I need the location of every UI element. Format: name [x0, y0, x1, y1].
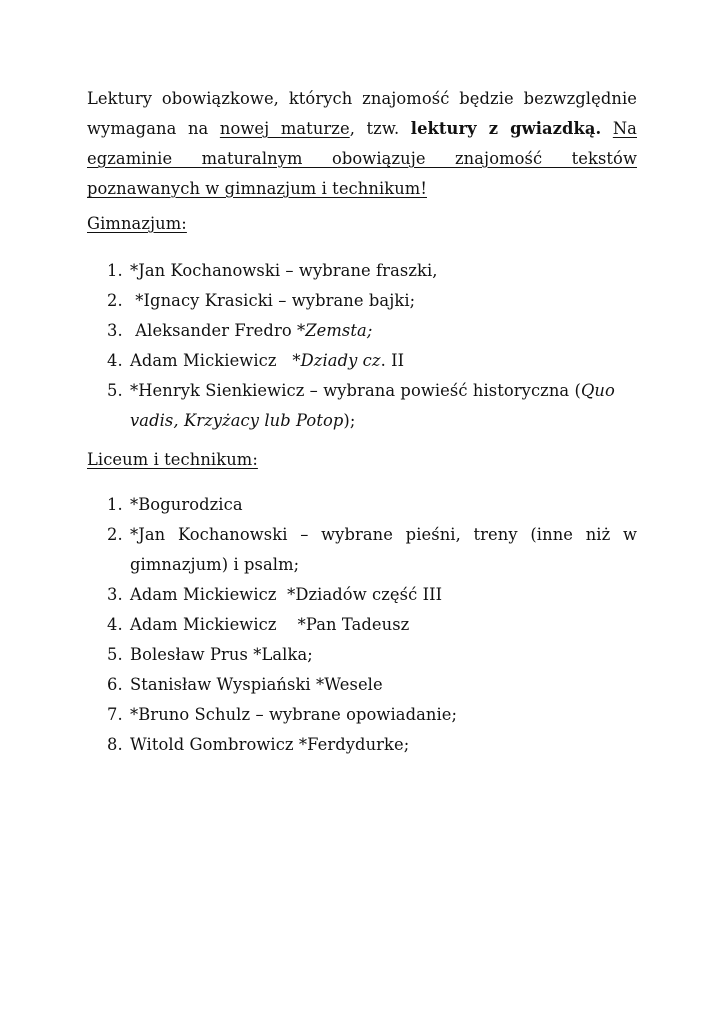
- exam-note-underlined: Na: [612, 119, 637, 138]
- list-text: *Bruno Schulz – wybrane opowiadanie;: [130, 705, 458, 724]
- list-text: [130, 316, 637, 346]
- list-text: Adam Mickiewicz *Pan Tadeusz: [130, 615, 410, 634]
- list-number: 5.: [107, 381, 123, 400]
- list-number: 1.: [107, 495, 123, 514]
- list-item: [87, 700, 637, 730]
- list-number: 7.: [107, 705, 123, 724]
- list-number: 8.: [107, 735, 123, 754]
- title-italic: Quo: [580, 381, 615, 400]
- intro-text: , tzw.: [349, 119, 411, 138]
- intro-text: wymagana na: [87, 119, 220, 138]
- intro-line-2: [87, 114, 637, 144]
- list-text: *Jan Kochanowski – wybrane fraszki,: [130, 261, 438, 280]
- star-readings-bold: lektury z gwiazdką.: [410, 119, 602, 138]
- list-number: 5.: [107, 645, 123, 664]
- liceum-list: [87, 490, 637, 760]
- list-number: 4.: [107, 615, 123, 634]
- liceum-heading: Liceum i technikum:: [87, 450, 258, 469]
- list-text-part: Adam Mickiewicz *: [130, 351, 301, 370]
- new-matura-underlined: nowej maturze: [219, 119, 350, 138]
- list-text-part: . II: [380, 351, 405, 370]
- list-number: 4.: [107, 351, 123, 370]
- list-text: *Bogurodzica: [130, 495, 243, 514]
- list-text-part: Aleksander Fredro *: [130, 321, 306, 340]
- intro-paragraph: [87, 84, 637, 204]
- list-item: [87, 520, 637, 580]
- intro-text: [601, 119, 613, 138]
- list-number: 6.: [107, 675, 123, 694]
- title-italic: Dziady cz: [300, 351, 381, 370]
- list-text-part: gimnazjum) i psalm;: [130, 555, 300, 574]
- list-number: 2.: [107, 291, 123, 310]
- list-text: [130, 520, 637, 580]
- gimnazjum-list: [87, 256, 637, 436]
- list-text: [130, 346, 637, 376]
- list-item: [87, 376, 637, 436]
- list-number: 3.: [107, 321, 123, 340]
- list-item: [87, 490, 637, 520]
- list-text-part: *Henryk Sienkiewicz – wybrana powieść historyczna (: [130, 381, 581, 400]
- title-italic: Zemsta;: [305, 321, 373, 340]
- gimnazjum-heading: Gimnazjum:: [87, 214, 187, 233]
- list-item: [87, 670, 637, 700]
- list-text-part: *Jan Kochanowski – wybrane pieśni, treny (inne niż w: [130, 525, 637, 544]
- list-number: 2.: [107, 525, 123, 544]
- list-text: Stanisław Wyspiański *Wesele: [130, 675, 383, 694]
- list-text-part: );: [343, 411, 356, 430]
- intro-line-1: Lektury obowiązkowe, których znajomość będzie bezwzględnie: [87, 89, 637, 108]
- list-item: [87, 346, 637, 376]
- list-item: [87, 316, 637, 346]
- list-text: Adam Mickiewicz *Dziadów część III: [130, 585, 443, 604]
- list-number: 3.: [107, 585, 123, 604]
- title-italic: vadis, Krzyżacy lub Potop: [130, 411, 344, 430]
- list-text: [130, 376, 637, 436]
- list-text: Witold Gombrowicz *Ferdydurke;: [130, 735, 410, 754]
- list-text: *Ignacy Krasicki – wybrane bajki;: [130, 291, 416, 310]
- list-item: [87, 580, 637, 610]
- list-item: [87, 610, 637, 640]
- intro-line-4: poznawanych w gimnazjum i technikum!: [87, 179, 427, 198]
- list-number: 1.: [107, 261, 123, 280]
- list-item: [87, 640, 637, 670]
- intro-line-3: egzaminie maturalnym obowiązuje znajomość tekstów: [87, 149, 637, 168]
- list-item: [87, 730, 637, 760]
- list-text: Bolesław Prus *Lalka;: [130, 645, 313, 664]
- list-item: [87, 256, 637, 286]
- list-item: [87, 286, 637, 316]
